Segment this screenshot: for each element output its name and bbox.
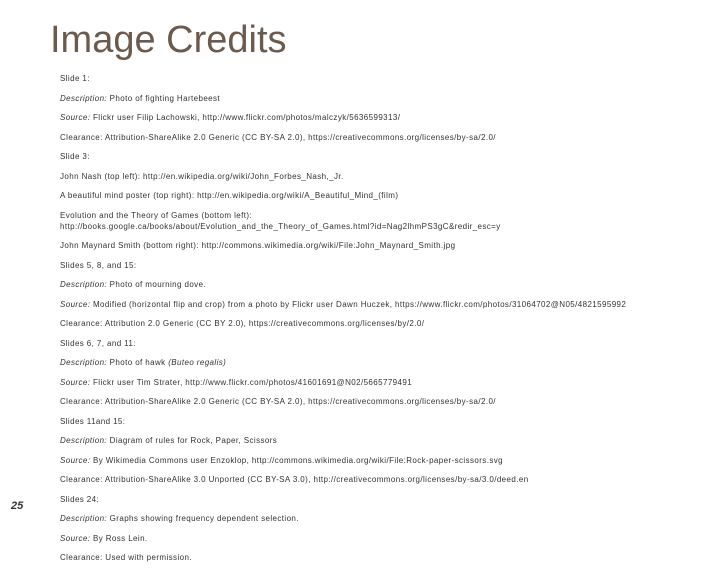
credit-text: Clearance: Used with permission. bbox=[60, 553, 192, 562]
credit-line bbox=[60, 318, 710, 329]
credit-line bbox=[60, 240, 710, 251]
credit-line bbox=[60, 210, 710, 232]
credit-text: Slide 3: bbox=[60, 152, 90, 161]
credit-line bbox=[60, 377, 710, 388]
credit-line bbox=[60, 455, 710, 466]
credit-text: Slides 24: bbox=[60, 494, 100, 504]
credit-line bbox=[60, 151, 710, 162]
credit-text: Slides 11and 15: bbox=[60, 416, 126, 426]
credit-label: Description: bbox=[60, 436, 108, 445]
credit-label: Source: bbox=[60, 533, 91, 543]
title-area bbox=[50, 18, 700, 62]
credit-line bbox=[60, 435, 710, 446]
credit-label: Description: bbox=[60, 514, 108, 523]
credit-line bbox=[60, 396, 710, 407]
credit-line bbox=[60, 299, 710, 310]
credit-text: Modified (horizontal flip and crop) from a photo by Flickr user Dawn Huczek, https://www.flickr.com/photos/31064702@N05/4821595992 bbox=[90, 299, 627, 309]
credit-line bbox=[60, 416, 710, 427]
credits-list bbox=[60, 73, 710, 572]
credit-line bbox=[60, 338, 710, 349]
credit-text: Graphs showing frequency dependent selection. bbox=[107, 514, 299, 523]
credit-text: Clearance: Attribution 2.0 Generic (CC BY 2.0), https://creativecommons.org/licenses/by/2.0/ bbox=[60, 319, 425, 328]
credit-label: Description: bbox=[60, 280, 108, 289]
credit-text: Photo of mourning dove. bbox=[107, 280, 207, 289]
credit-line bbox=[60, 513, 710, 524]
credit-text: John Nash (top left): http://en.wikipedia.org/wiki/John_Forbes_Nash,_Jr. bbox=[60, 171, 344, 181]
credit-label: Source: bbox=[60, 113, 91, 122]
credit-text: Flickr user Filip Lachowski, http://www.flickr.com/photos/malczyk/5636599313/ bbox=[90, 113, 401, 122]
credit-text: Diagram of rules for Rock, Paper, Scissors bbox=[107, 436, 278, 445]
credit-text-continued: http://books.google.ca/books/about/Evolution_and_the_Theory_of_Games.html?id=Nag2lhmPS3gC&redir_esc=y bbox=[60, 221, 501, 231]
credit-line bbox=[60, 494, 710, 505]
credit-line bbox=[60, 93, 710, 104]
credit-text: Clearance: Attribution-ShareAlike 2.0 Generic (CC BY-SA 2.0), https://creativecommons.org/licenses/by-sa/2.0/ bbox=[60, 132, 496, 142]
credit-text: Slides 5, 8, and 15: bbox=[60, 260, 137, 270]
slide-number: 25 bbox=[11, 500, 24, 512]
credit-label: Description: bbox=[60, 93, 108, 103]
credit-text: Clearance: Attribution-ShareAlike 3.0 Unported (CC BY-SA 3.0), http://creativecommons.org/licenses/by-sa/3.0/deed.en bbox=[60, 475, 529, 484]
credit-line bbox=[60, 171, 710, 182]
credit-line bbox=[60, 357, 710, 368]
credit-line bbox=[60, 190, 710, 201]
credit-text: John Maynard Smith (bottom right): http://commons.wikimedia.org/wiki/File:John_Maynard_Smith.jpg bbox=[60, 241, 456, 250]
credit-italic-tail: (Buteo regalis) bbox=[168, 358, 227, 367]
credit-label: Source: bbox=[60, 299, 91, 309]
credit-line bbox=[60, 474, 710, 485]
credit-line bbox=[60, 73, 710, 84]
credit-text: Photo of hawk bbox=[107, 358, 169, 367]
credit-line bbox=[60, 279, 710, 290]
credit-text: Clearance: Attribution-ShareAlike 2.0 Generic (CC BY-SA 2.0), https://creativecommons.org/licenses/by-sa/2.0/ bbox=[60, 397, 496, 406]
credit-line bbox=[60, 533, 710, 544]
credit-text: Slide 1: bbox=[60, 74, 90, 83]
credit-text: Photo of fighting Hartebeest bbox=[107, 93, 221, 103]
credit-line bbox=[60, 552, 710, 563]
credit-text: Evolution and the Theory of Games (bottom left): bbox=[60, 210, 253, 220]
credit-text: By Wikimedia Commons user Enzoklop, http://commons.wikimedia.org/wiki/File:Rock-paper-scissors.svg bbox=[90, 455, 503, 465]
credit-label: Source: bbox=[60, 377, 91, 387]
credit-text: Flickr user Tim Strater, http://www.flickr.com/photos/41601691@N02/5665779491 bbox=[90, 377, 413, 387]
credit-text: A beautiful mind poster (top right): http://en.wikipedia.org/wiki/A_Beautiful_Mind_(film) bbox=[60, 191, 399, 200]
credit-line bbox=[60, 112, 710, 123]
credit-line bbox=[60, 132, 710, 143]
page-title: Image Credits bbox=[50, 19, 287, 61]
credit-text: Slides 6, 7, and 11: bbox=[60, 338, 136, 348]
credit-label: Description: bbox=[60, 358, 108, 367]
slide-margin bbox=[0, 0, 43, 540]
credit-text: By Ross Lein. bbox=[90, 533, 148, 543]
title-divider bbox=[50, 66, 698, 67]
credit-label: Source: bbox=[60, 455, 91, 465]
credit-line bbox=[60, 260, 710, 271]
